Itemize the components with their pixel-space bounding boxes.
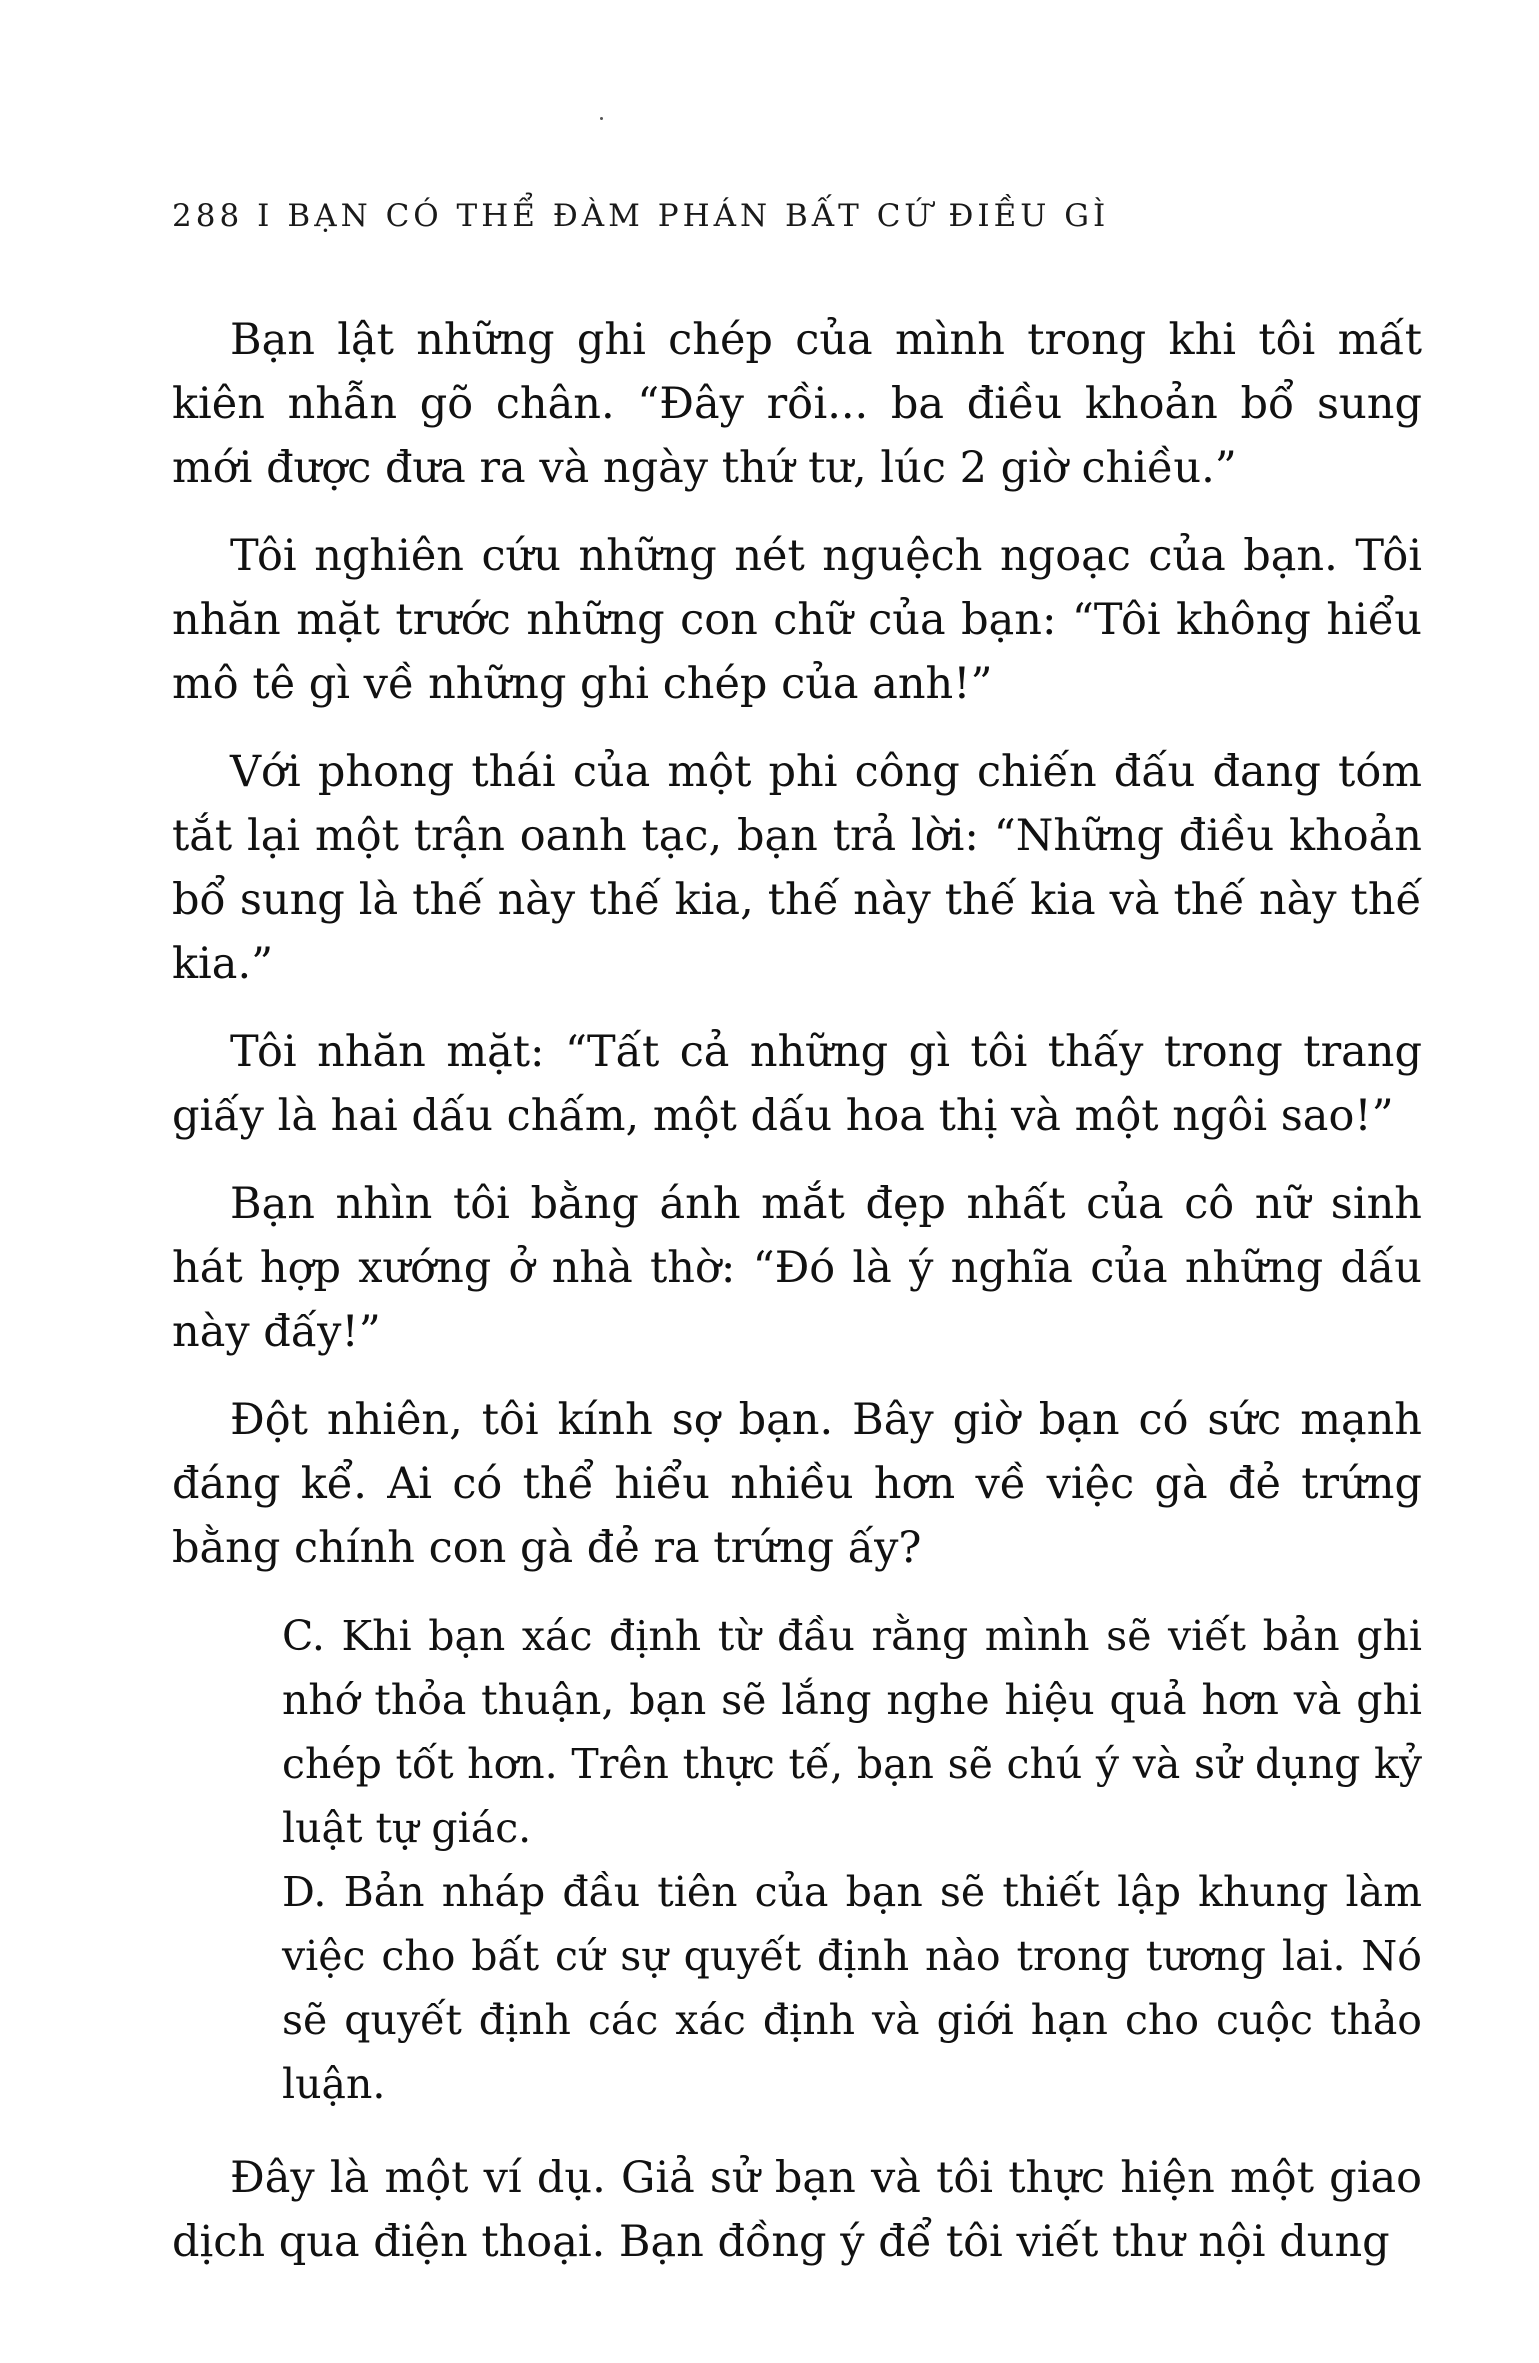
paragraph: Bạn lật những ghi chép của mình trong khi tôi mất kiên nhẫn gõ chân. “Đây rồi... ba điều khoản bổ sung mới được đưa ra và ngày thứ tư, lúc 2 giờ chiều.”	[172, 315, 1422, 493]
paragraph: Với phong thái của một phi công chiến đấu đang tóm tắt lại một trận oanh tạc, bạn trả lời: “Những điều khoản bổ sung là thế này thế kia, thế này thế kia và thế này thế kia.”	[172, 747, 1422, 989]
paragraph: Đột nhiên, tôi kính sợ bạn. Bây giờ bạn có sức mạnh đáng kể. Ai có thể hiểu nhiều hơn về việc gà đẻ trứng bằng chính con gà đẻ ra trứng ấy?	[172, 1395, 1422, 1573]
list-item: C. Khi bạn xác định từ đầu rằng mình sẽ viết bản ghi nhớ thỏa thuận, bạn sẽ lắng nghe hiệu quả hơn và ghi chép tốt hơn. Trên thực tế, bạn sẽ chú ý và sử dụng kỷ luật tự giác.	[282, 1612, 1422, 1852]
paragraph: Tôi nhăn mặt: “Tất cả những gì tôi thấy trong trang giấy là hai dấu chấm, một dấu hoa thị và một ngôi sao!”	[172, 1027, 1422, 1141]
lettered-list	[172, 1604, 1422, 2116]
page-number: 288	[172, 198, 244, 234]
header-separator: I	[257, 198, 274, 234]
running-header	[172, 198, 1109, 234]
paragraph: Bạn nhìn tôi bằng ánh mắt đẹp nhất của cô nữ sinh hát hợp xướng ở nhà thờ: “Đó là ý nghĩa của những dấu này đấy!”	[172, 1179, 1422, 1357]
body-text	[172, 308, 1422, 2298]
running-title: BẠN CÓ THỂ ĐÀM PHÁN BẤT CỨ ĐIỀU GÌ	[287, 198, 1110, 234]
print-speck	[600, 117, 603, 120]
closing-paragraph: Đây là một ví dụ. Giả sử bạn và tôi thực hiện một giao dịch qua điện thoại. Bạn đồng ý để tôi viết thư nội dung	[172, 2153, 1422, 2267]
paragraph: Tôi nghiên cứu những nét nguệch ngoạc của bạn. Tôi nhăn mặt trước những con chữ của bạn: “Tôi không hiểu mô tê gì về những ghi chép của anh!”	[172, 531, 1422, 709]
list-item: D. Bản nháp đầu tiên của bạn sẽ thiết lập khung làm việc cho bất cứ sự quyết định nào trong tương lai. Nó sẽ quyết định các xác định và giới hạn cho cuộc thảo luận.	[282, 1868, 1422, 2108]
